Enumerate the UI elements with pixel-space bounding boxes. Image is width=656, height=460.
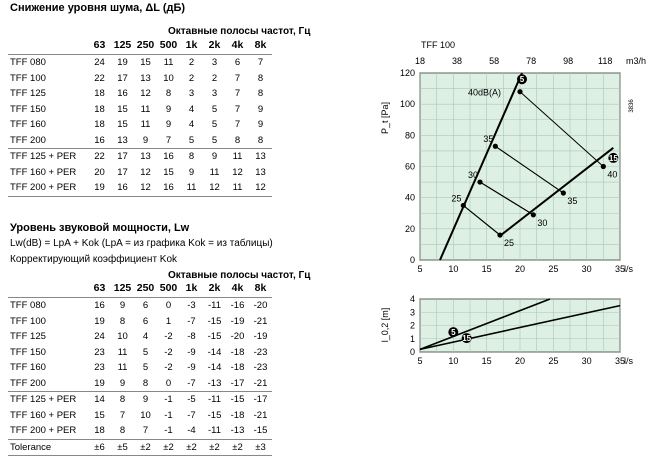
power-cell: 15 bbox=[94, 409, 105, 421]
power-cell: ±2 bbox=[180, 439, 203, 456]
noise-cell: 5 bbox=[211, 119, 218, 130]
power-cell: -18 bbox=[230, 409, 245, 421]
power-cell: 9 bbox=[111, 298, 134, 314]
throw-y-label: l_0,2 [m] bbox=[380, 307, 390, 343]
noise-cell: 9 bbox=[188, 166, 195, 178]
noise-cell: 20 bbox=[94, 166, 105, 178]
power-cell: 10 bbox=[140, 409, 151, 421]
noise-cell: 12 bbox=[134, 180, 157, 196]
pressure-x-top-tick: 58 bbox=[489, 56, 500, 66]
pressure-x-top-tick: 118 bbox=[598, 56, 613, 66]
power-cell: -2 bbox=[164, 331, 173, 342]
power-col-header: 8k bbox=[254, 282, 267, 295]
power-section-title: Уровень звуковой мощности, Lw bbox=[10, 222, 190, 234]
noise-cell: 12 bbox=[232, 166, 243, 178]
power-cell: 0 bbox=[157, 298, 180, 314]
noise-cell: 12 bbox=[140, 88, 151, 99]
noise-row-name: TFF 125 bbox=[10, 88, 46, 99]
noise-cell: 16 bbox=[157, 180, 180, 196]
noise-col-header: 63 bbox=[93, 39, 106, 52]
noise-cell: 11 bbox=[140, 103, 151, 115]
power-cell: 11 bbox=[117, 346, 128, 358]
power-cell: -19 bbox=[230, 315, 245, 327]
noise-cell: 15 bbox=[117, 103, 128, 115]
power-cell: 8 bbox=[111, 392, 134, 408]
power-cell: ±2 bbox=[134, 439, 157, 456]
power-cell: -14 bbox=[207, 346, 222, 358]
pressure-x-label: l/s bbox=[624, 264, 633, 274]
power-cell: -18 bbox=[230, 362, 245, 373]
power-cell: 8 bbox=[119, 425, 126, 436]
throw-x-tick: 25 bbox=[548, 356, 559, 366]
sound-point bbox=[497, 232, 502, 237]
power-col-header: 2k bbox=[208, 282, 221, 295]
power-row-name: TFF 200 + PER bbox=[10, 425, 77, 436]
noise-cell: 16 bbox=[94, 134, 105, 146]
power-cell: -20 bbox=[230, 331, 245, 342]
power-cell: 19 bbox=[94, 315, 105, 327]
power-cell: ±6 bbox=[88, 439, 111, 456]
noise-cell: 11 bbox=[209, 166, 220, 178]
noise-row-name: TFF 160 bbox=[10, 119, 46, 130]
noise-cell: 4 bbox=[188, 119, 195, 130]
noise-col-header: 2k bbox=[208, 39, 221, 52]
sound-point-label: 25 bbox=[504, 238, 515, 249]
throw-x-tick: 15 bbox=[481, 356, 492, 366]
noise-cell: 17 bbox=[117, 166, 128, 178]
power-cell: ±5 bbox=[111, 439, 134, 456]
noise-row-name: TFF 125 + PER bbox=[8, 149, 88, 165]
power-cell: -8 bbox=[187, 331, 196, 342]
noise-col-header: 125 bbox=[113, 39, 132, 52]
throw-y-tick: 0 bbox=[409, 347, 415, 357]
noise-band-header: Октавные полосы частот, Гц bbox=[168, 26, 311, 37]
noise-cell: 15 bbox=[134, 55, 157, 71]
power-cell: -21 bbox=[253, 409, 268, 421]
noise-cell: 11 bbox=[157, 55, 180, 71]
throw-y-tick: 1 bbox=[409, 333, 415, 344]
power-cell: 5 bbox=[142, 346, 149, 358]
noise-cell: 19 bbox=[111, 55, 134, 71]
power-row-name: TFF 200 bbox=[10, 377, 46, 389]
power-cell: -23 bbox=[253, 362, 268, 373]
noise-cell: 7 bbox=[234, 72, 241, 84]
correction-note: Корректирующий коэффициент Kok bbox=[10, 254, 178, 265]
noise-cell: 13 bbox=[140, 72, 151, 84]
noise-cell: 2 bbox=[211, 72, 218, 84]
noise-cell: 9 bbox=[257, 103, 264, 115]
power-cell: 14 bbox=[88, 392, 111, 408]
sound-point-label: 30 bbox=[468, 170, 479, 181]
noise-cell: 5 bbox=[211, 134, 218, 146]
sound-point bbox=[493, 144, 498, 149]
power-cell: -1 bbox=[164, 425, 173, 436]
power-cell: ±2 bbox=[226, 439, 249, 456]
noise-cell: 15 bbox=[163, 166, 174, 178]
power-cell: -2 bbox=[164, 362, 173, 373]
pressure-y-label: P_t [Pa] bbox=[380, 101, 390, 135]
noise-cell: 7 bbox=[249, 55, 272, 71]
power-row-name: TFF 100 bbox=[10, 315, 46, 327]
power-row-name: Tolerance bbox=[8, 439, 88, 456]
noise-cell: 7 bbox=[234, 103, 241, 115]
noise-cell: 5 bbox=[188, 134, 195, 146]
throw-x-tick: 5 bbox=[417, 356, 423, 366]
noise-cell: 9 bbox=[142, 134, 149, 146]
power-col-header: 1k bbox=[185, 282, 198, 295]
noise-cell: 12 bbox=[249, 180, 272, 196]
power-cell: -2 bbox=[164, 346, 173, 358]
power-row-name: TFF 150 bbox=[10, 346, 46, 358]
power-cell: -13 bbox=[207, 377, 222, 389]
noise-cell: 3 bbox=[211, 88, 218, 99]
power-formula: Lw(dB) = LpA + Kok (LpA = из графика Kok = из таблицы) bbox=[10, 238, 273, 249]
sound-point-label: 30 bbox=[537, 217, 548, 228]
power-cell: -17 bbox=[249, 392, 272, 408]
noise-cell: 6 bbox=[226, 55, 249, 71]
noise-cell: 5 bbox=[211, 103, 218, 115]
noise-row-name: TFF 200 bbox=[10, 134, 46, 146]
noise-cell: 18 bbox=[94, 88, 105, 99]
pressure-x-top-label: m3/h bbox=[626, 56, 647, 66]
power-col-header: 63 bbox=[93, 282, 106, 295]
power-cell: 6 bbox=[142, 315, 149, 327]
sound-point-label: 25 bbox=[451, 193, 462, 204]
sound-point-label: 40 bbox=[607, 169, 618, 180]
power-cell: 8 bbox=[119, 315, 126, 327]
power-cell: -7 bbox=[187, 377, 196, 389]
power-cell: -4 bbox=[187, 425, 196, 436]
power-cell: -23 bbox=[253, 346, 268, 358]
power-cell: 7 bbox=[119, 409, 126, 421]
noise-row-name: TFF 200 + PER bbox=[8, 180, 88, 196]
sound-point bbox=[531, 212, 536, 217]
noise-cell: 16 bbox=[111, 180, 134, 196]
noise-col-header: 250 bbox=[136, 39, 155, 52]
noise-col-header: 500 bbox=[159, 39, 178, 52]
power-band-header: Октавные полосы частот, Гц bbox=[168, 270, 311, 281]
pressure-x-tick: 35 bbox=[614, 264, 626, 274]
noise-cell: 18 bbox=[94, 119, 105, 130]
power-cell: -5 bbox=[180, 392, 203, 408]
noise-cell: 12 bbox=[140, 166, 151, 178]
sound-point bbox=[517, 89, 522, 94]
pressure-x-tick: 25 bbox=[548, 264, 559, 274]
power-cell: 16 bbox=[88, 298, 111, 314]
noise-row-name: TFF 080 bbox=[8, 55, 88, 71]
noise-col-header: 4k bbox=[231, 39, 244, 52]
noise-cell: 13 bbox=[255, 166, 266, 178]
throw-y-tick: 3 bbox=[409, 307, 415, 318]
noise-cell: 3 bbox=[188, 88, 195, 99]
power-cell: -17 bbox=[230, 377, 245, 389]
noise-cell: 7 bbox=[165, 134, 172, 146]
pressure-x-tick: 10 bbox=[448, 264, 459, 274]
noise-cell: 2 bbox=[180, 55, 203, 71]
noise-cell: 8 bbox=[165, 88, 172, 99]
power-cell: -19 bbox=[253, 331, 268, 342]
noise-cell: 13 bbox=[249, 149, 272, 165]
throw-x-tick: 30 bbox=[581, 356, 592, 366]
power-cell: ±3 bbox=[249, 439, 272, 456]
power-cell: 10 bbox=[117, 331, 128, 342]
noise-cell: 22 bbox=[88, 149, 111, 165]
power-cell: 8 bbox=[142, 377, 149, 389]
power-cell: 23 bbox=[94, 346, 105, 358]
power-cell: 6 bbox=[134, 298, 157, 314]
noise-cell: 8 bbox=[234, 134, 241, 146]
noise-cell: 9 bbox=[165, 119, 172, 130]
power-col-header: 500 bbox=[159, 282, 178, 295]
pressure-y-tick: 0 bbox=[409, 255, 415, 265]
pressure-y-tick: 40 bbox=[404, 192, 415, 203]
pressure-y-tick: 100 bbox=[399, 99, 415, 110]
noise-cell: 15 bbox=[117, 119, 128, 130]
noise-cell: 12 bbox=[203, 180, 226, 196]
noise-cell: 17 bbox=[111, 149, 134, 165]
pressure-x-tick: 20 bbox=[514, 264, 526, 274]
pressure-x-tick: 5 bbox=[417, 264, 423, 274]
noise-cell: 8 bbox=[180, 149, 203, 165]
power-cell: 19 bbox=[94, 377, 105, 389]
throw-y-tick: 2 bbox=[409, 320, 415, 331]
noise-cell: 9 bbox=[257, 119, 264, 130]
power-cell: ±2 bbox=[203, 439, 226, 456]
power-cell: -9 bbox=[187, 346, 196, 358]
power-col-header: 4k bbox=[231, 282, 244, 295]
power-col-header: 250 bbox=[136, 282, 155, 295]
pressure-y-tick: 120 bbox=[399, 68, 415, 78]
power-cell: -11 bbox=[203, 392, 226, 408]
pressure-x-tick: 15 bbox=[481, 264, 492, 274]
pressure-x-top-tick: 18 bbox=[414, 56, 426, 66]
power-cell: 9 bbox=[134, 392, 157, 408]
power-cell: -7 bbox=[187, 315, 196, 327]
throw-y-tick: 4 bbox=[409, 294, 415, 304]
power-cell: -15 bbox=[253, 425, 268, 436]
sound-point bbox=[601, 164, 606, 169]
noise-cell: 7 bbox=[234, 119, 241, 130]
power-cell: -15 bbox=[207, 315, 222, 327]
noise-row-name: TFF 100 bbox=[10, 72, 46, 84]
noise-cell: 11 bbox=[226, 180, 249, 196]
noise-col-header: 1k bbox=[185, 39, 198, 52]
power-cell: ±2 bbox=[157, 439, 180, 456]
power-cell: -11 bbox=[207, 425, 222, 436]
pressure-y-tick: 60 bbox=[404, 161, 415, 172]
power-cell: -11 bbox=[203, 298, 226, 314]
noise-row-name: TFF 160 + PER bbox=[10, 166, 77, 178]
noise-col-header: 8k bbox=[254, 39, 267, 52]
sound-point-label: 40dB(A) bbox=[468, 87, 502, 98]
noise-cell: 4 bbox=[188, 103, 195, 115]
noise-cell: 8 bbox=[257, 88, 264, 99]
throw-x-label: l/s bbox=[624, 356, 633, 366]
pressure-x-top-tick: 98 bbox=[563, 56, 574, 66]
sound-point bbox=[461, 203, 466, 208]
series-15-marker-label: 15 bbox=[608, 153, 618, 163]
power-cell: 1 bbox=[165, 315, 172, 327]
noise-cell: 22 bbox=[94, 72, 105, 84]
noise-cell: 10 bbox=[163, 72, 174, 84]
pressure-y-tick: 20 bbox=[404, 223, 415, 234]
power-cell: -14 bbox=[207, 362, 222, 373]
noise-cell: 17 bbox=[117, 72, 128, 84]
noise-cell: 16 bbox=[157, 149, 180, 165]
pressure-chart-title: TFF 100 bbox=[421, 40, 456, 50]
power-cell: -20 bbox=[249, 298, 272, 314]
power-col-header: 125 bbox=[113, 282, 132, 295]
power-cell: -21 bbox=[253, 315, 268, 327]
noise-cell: 19 bbox=[88, 180, 111, 196]
power-cell: 18 bbox=[94, 425, 105, 436]
sound-point bbox=[561, 190, 566, 195]
power-cell: -15 bbox=[207, 331, 222, 342]
sound-point-label: 35 bbox=[483, 134, 494, 145]
throw-x-tick: 35 bbox=[614, 356, 626, 366]
noise-cell: 7 bbox=[234, 88, 241, 99]
noise-cell: 13 bbox=[117, 134, 128, 146]
noise-cell: 9 bbox=[203, 149, 226, 165]
throw-x-tick: 20 bbox=[514, 356, 526, 366]
power-cell: 0 bbox=[165, 377, 172, 389]
power-cell: -9 bbox=[187, 362, 196, 373]
power-cell: 4 bbox=[142, 331, 149, 342]
power-cell: -15 bbox=[226, 392, 249, 408]
power-row-name: TFF 125 + PER bbox=[8, 392, 88, 408]
power-cell: 7 bbox=[142, 425, 149, 436]
power-cell: -7 bbox=[187, 409, 196, 421]
noise-cell: 11 bbox=[180, 180, 203, 196]
pressure-side-code: 3836 bbox=[629, 99, 635, 113]
noise-cell: 8 bbox=[257, 72, 264, 84]
power-cell: -1 bbox=[164, 409, 173, 421]
power-cell: -15 bbox=[207, 409, 222, 421]
noise-cell: 2 bbox=[188, 72, 195, 84]
power-row-name: TFF 160 + PER bbox=[10, 409, 77, 421]
noise-cell: 16 bbox=[117, 88, 128, 99]
pressure-y-tick: 80 bbox=[404, 130, 415, 141]
power-row-name: TFF 125 bbox=[10, 331, 46, 342]
power-cell: -21 bbox=[253, 377, 268, 389]
noise-table-title: Снижение уровня шума, ΔL (дБ) bbox=[10, 2, 186, 14]
noise-cell: 3 bbox=[203, 55, 226, 71]
noise-cell: 24 bbox=[88, 55, 111, 71]
pressure-x-top-tick: 38 bbox=[452, 56, 463, 66]
power-cell: -3 bbox=[180, 298, 203, 314]
power-cell: -1 bbox=[157, 392, 180, 408]
noise-row-name: TFF 150 bbox=[10, 103, 46, 115]
pressure-x-top-tick: 78 bbox=[526, 56, 537, 66]
pressure-x-tick: 30 bbox=[581, 264, 592, 274]
noise-cell: 9 bbox=[165, 103, 172, 115]
power-cell: -16 bbox=[226, 298, 249, 314]
noise-cell: 11 bbox=[226, 149, 249, 165]
throw-series-5-marker-label: 5 bbox=[451, 328, 456, 338]
power-cell: 23 bbox=[94, 362, 105, 373]
power-cell: -13 bbox=[230, 425, 245, 436]
power-cell: 24 bbox=[94, 331, 105, 342]
power-cell: 9 bbox=[119, 377, 126, 389]
power-row-name: TFF 080 bbox=[8, 298, 88, 314]
noise-cell: 8 bbox=[257, 134, 264, 146]
power-row-name: TFF 160 bbox=[10, 362, 46, 373]
noise-cell: 18 bbox=[94, 103, 105, 115]
throw-x-tick: 10 bbox=[448, 356, 459, 366]
noise-cell: 11 bbox=[140, 119, 151, 130]
noise-cell: 13 bbox=[134, 149, 157, 165]
throw-series-15-marker-label: 15 bbox=[462, 334, 472, 344]
power-cell: 5 bbox=[142, 362, 149, 373]
power-cell: 11 bbox=[117, 362, 128, 373]
sound-point-label: 35 bbox=[567, 195, 578, 206]
series-5-marker-label: 5 bbox=[519, 75, 525, 85]
power-cell: -18 bbox=[230, 346, 245, 358]
sound-point bbox=[477, 179, 482, 184]
